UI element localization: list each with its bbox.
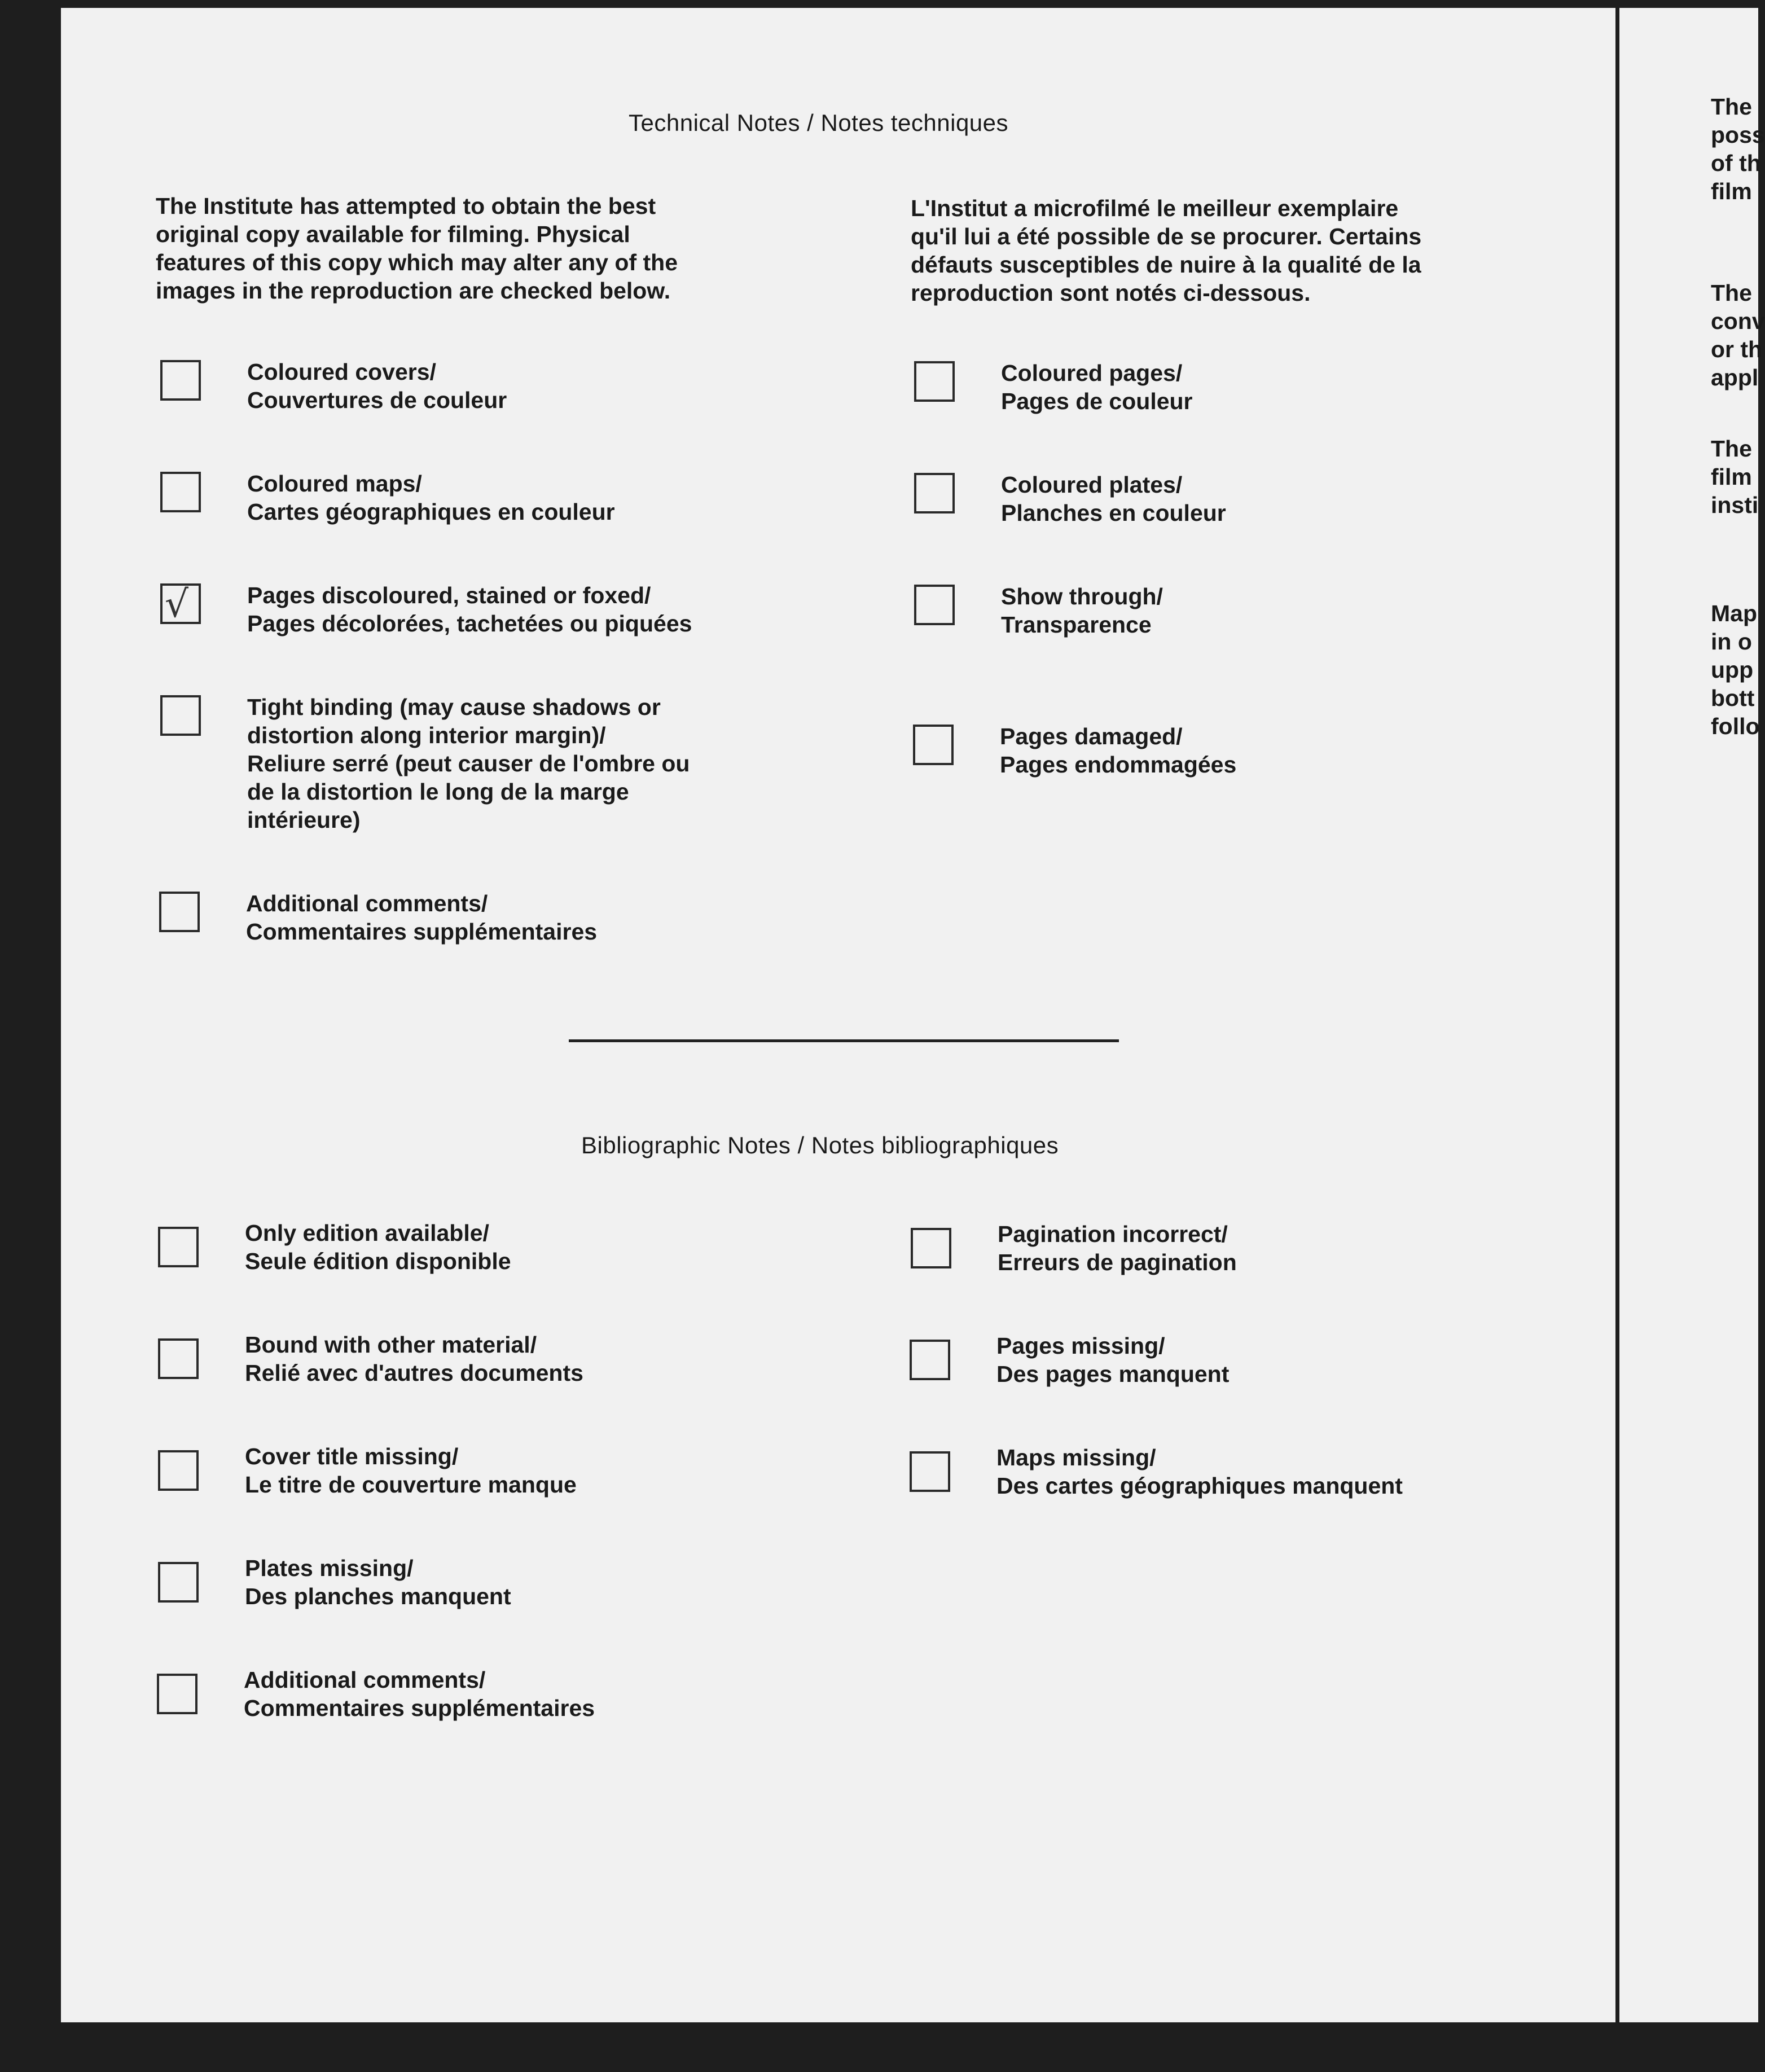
label-coloured-pages (1001, 359, 1193, 415)
label-line: Pages endommagées (1000, 752, 1237, 778)
adjacent-line: in o (1711, 629, 1752, 655)
adjacent-line: bott (1711, 685, 1755, 711)
label-line: Planches en couleur (1001, 500, 1226, 526)
label-pages-damaged (1000, 722, 1236, 779)
section-divider (569, 1039, 1119, 1042)
checkbox-pages-damaged[interactable] (913, 725, 954, 765)
label-line: Plates missing/ (245, 1555, 414, 1581)
label-line: Couvertures de couleur (247, 387, 507, 413)
label-line: Le titre de couverture manque (245, 1472, 577, 1498)
checkbox-coloured-covers[interactable] (160, 360, 201, 401)
adjacent-line: film (1711, 464, 1752, 490)
adjacent-block (1711, 599, 1760, 740)
adjacent-line: follo (1711, 713, 1760, 739)
label-line: Seule édition disponible (245, 1248, 511, 1274)
label-line: Commentaires supplémentaires (244, 1695, 595, 1721)
checkbox-bibliographic-additional-comments[interactable] (157, 1674, 197, 1714)
adjacent-line: The (1711, 280, 1752, 306)
adjacent-line: or th (1711, 336, 1763, 362)
label-line: Show through/ (1001, 583, 1163, 609)
checkmark-icon: √ (165, 582, 189, 626)
checkbox-coloured-pages[interactable] (914, 361, 955, 402)
label-bibliographic-additional-comments (244, 1666, 595, 1722)
label-line: Pages de couleur (1001, 388, 1193, 414)
label-line: Additional comments/ (244, 1667, 486, 1693)
adjacent-line: appl (1711, 365, 1759, 390)
label-line: Relié avec d'autres documents (245, 1360, 583, 1386)
checkbox-plates-missing[interactable] (158, 1562, 199, 1603)
adjacent-line: of th (1711, 150, 1761, 176)
adjacent-line: insti (1711, 492, 1759, 518)
label-coloured-maps (247, 469, 615, 526)
label-plates-missing (245, 1554, 511, 1610)
checkbox-maps-missing[interactable] (910, 1451, 950, 1492)
label-line: de la distortion le long de la marge (247, 779, 629, 805)
label-show-through (1001, 582, 1163, 639)
adjacent-line: upp (1711, 657, 1754, 683)
label-line: Cover title missing/ (245, 1443, 459, 1469)
label-line: Pages missing/ (996, 1333, 1165, 1359)
label-pages-missing (996, 1332, 1229, 1388)
adjacent-page-edge (1619, 8, 1765, 2022)
label-line: Erreurs de pagination (998, 1249, 1237, 1275)
label-line: intérieure) (247, 807, 361, 833)
label-bound-with (245, 1331, 583, 1387)
adjacent-line: The (1711, 436, 1752, 462)
intro-fr-line: défauts susceptibles de nuire à la qualité de la (911, 252, 1421, 278)
label-technical-additional-comments (246, 889, 597, 946)
label-line: Des pages manquent (996, 1361, 1230, 1387)
label-line: Commentaires supplémentaires (246, 919, 598, 945)
label-line: Pagination incorrect/ (998, 1221, 1228, 1247)
intro-fr-line: L'Institut a microfilmé le meilleur exemplaire (911, 195, 1399, 221)
intro-en-line: features of this copy which may alter any of the (156, 249, 678, 275)
label-line: Maps missing/ (996, 1445, 1156, 1470)
adjacent-block (1711, 279, 1765, 392)
document-page (61, 8, 1615, 2022)
label-pages-discoloured (247, 581, 692, 638)
label-line: Coloured covers/ (247, 359, 436, 385)
label-coloured-plates (1001, 471, 1226, 527)
label-line: Bound with other material/ (245, 1332, 537, 1358)
adjacent-line: Map (1711, 600, 1757, 626)
adjacent-line: The (1711, 94, 1752, 120)
adjacent-line: poss (1711, 122, 1765, 148)
label-only-edition (245, 1219, 511, 1275)
technical-notes-title: Technical Notes / Notes techniques (629, 109, 1009, 136)
label-line: Des cartes géographiques manquent (996, 1473, 1403, 1499)
label-maps-missing (996, 1443, 1403, 1500)
label-line: Additional comments/ (246, 890, 488, 916)
checkbox-coloured-plates[interactable] (914, 473, 955, 513)
adjacent-block (1711, 434, 1758, 519)
checkbox-only-edition[interactable] (158, 1227, 199, 1267)
label-line: Coloured pages/ (1001, 360, 1183, 386)
label-line: Pages discoloured, stained or foxed/ (247, 582, 651, 608)
intro-en-line: images in the reproduction are checked below. (156, 278, 671, 304)
label-line: distortion along interior margin)/ (247, 722, 606, 748)
checkbox-pagination-incorrect[interactable] (911, 1228, 951, 1268)
label-line: Only edition available/ (245, 1220, 489, 1246)
label-line: Pages damaged/ (1000, 723, 1183, 749)
label-line: Coloured plates/ (1001, 472, 1183, 498)
checkbox-technical-additional-comments[interactable] (159, 892, 200, 932)
label-line: Coloured maps/ (247, 471, 422, 497)
checkbox-coloured-maps[interactable] (160, 472, 201, 512)
label-coloured-covers (247, 358, 507, 414)
label-line: Cartes géographiques en couleur (247, 499, 615, 525)
adjacent-line: film (1711, 178, 1752, 204)
checkbox-tight-binding[interactable] (160, 695, 201, 736)
intro-fr-line: reproduction sont notés ci-dessous. (911, 280, 1311, 306)
intro-en-line: original copy available for filming. Physical (156, 221, 630, 247)
technical-intro-fr (911, 194, 1421, 307)
checkbox-pages-missing[interactable] (910, 1340, 950, 1380)
adjacent-line: conv (1711, 308, 1765, 334)
label-line: Pages décolorées, tachetées ou piquées (247, 611, 692, 636)
label-line: Transparence (1001, 612, 1152, 638)
intro-en-line: The Institute has attempted to obtain the best (156, 193, 656, 219)
checkbox-cover-title-missing[interactable] (158, 1450, 199, 1491)
label-tight-binding (247, 693, 690, 834)
intro-fr-line: qu'il lui a été possible de se procurer. Certains (911, 223, 1422, 249)
adjacent-block (1711, 93, 1765, 205)
checkbox-bound-with[interactable] (158, 1338, 199, 1379)
label-line: Des planches manquent (245, 1583, 511, 1609)
label-pagination-incorrect (998, 1220, 1237, 1276)
label-line: Tight binding (may cause shadows or (247, 694, 661, 720)
technical-intro-en (156, 192, 678, 305)
label-cover-title-missing (245, 1442, 577, 1499)
checkbox-pages-discoloured[interactable] (160, 583, 201, 624)
checkbox-show-through[interactable] (914, 585, 955, 625)
bibliographic-notes-title: Bibliographic Notes / Notes bibliographiques (581, 1132, 1059, 1158)
label-line: Reliure serré (peut causer de l'ombre ou (247, 750, 690, 776)
